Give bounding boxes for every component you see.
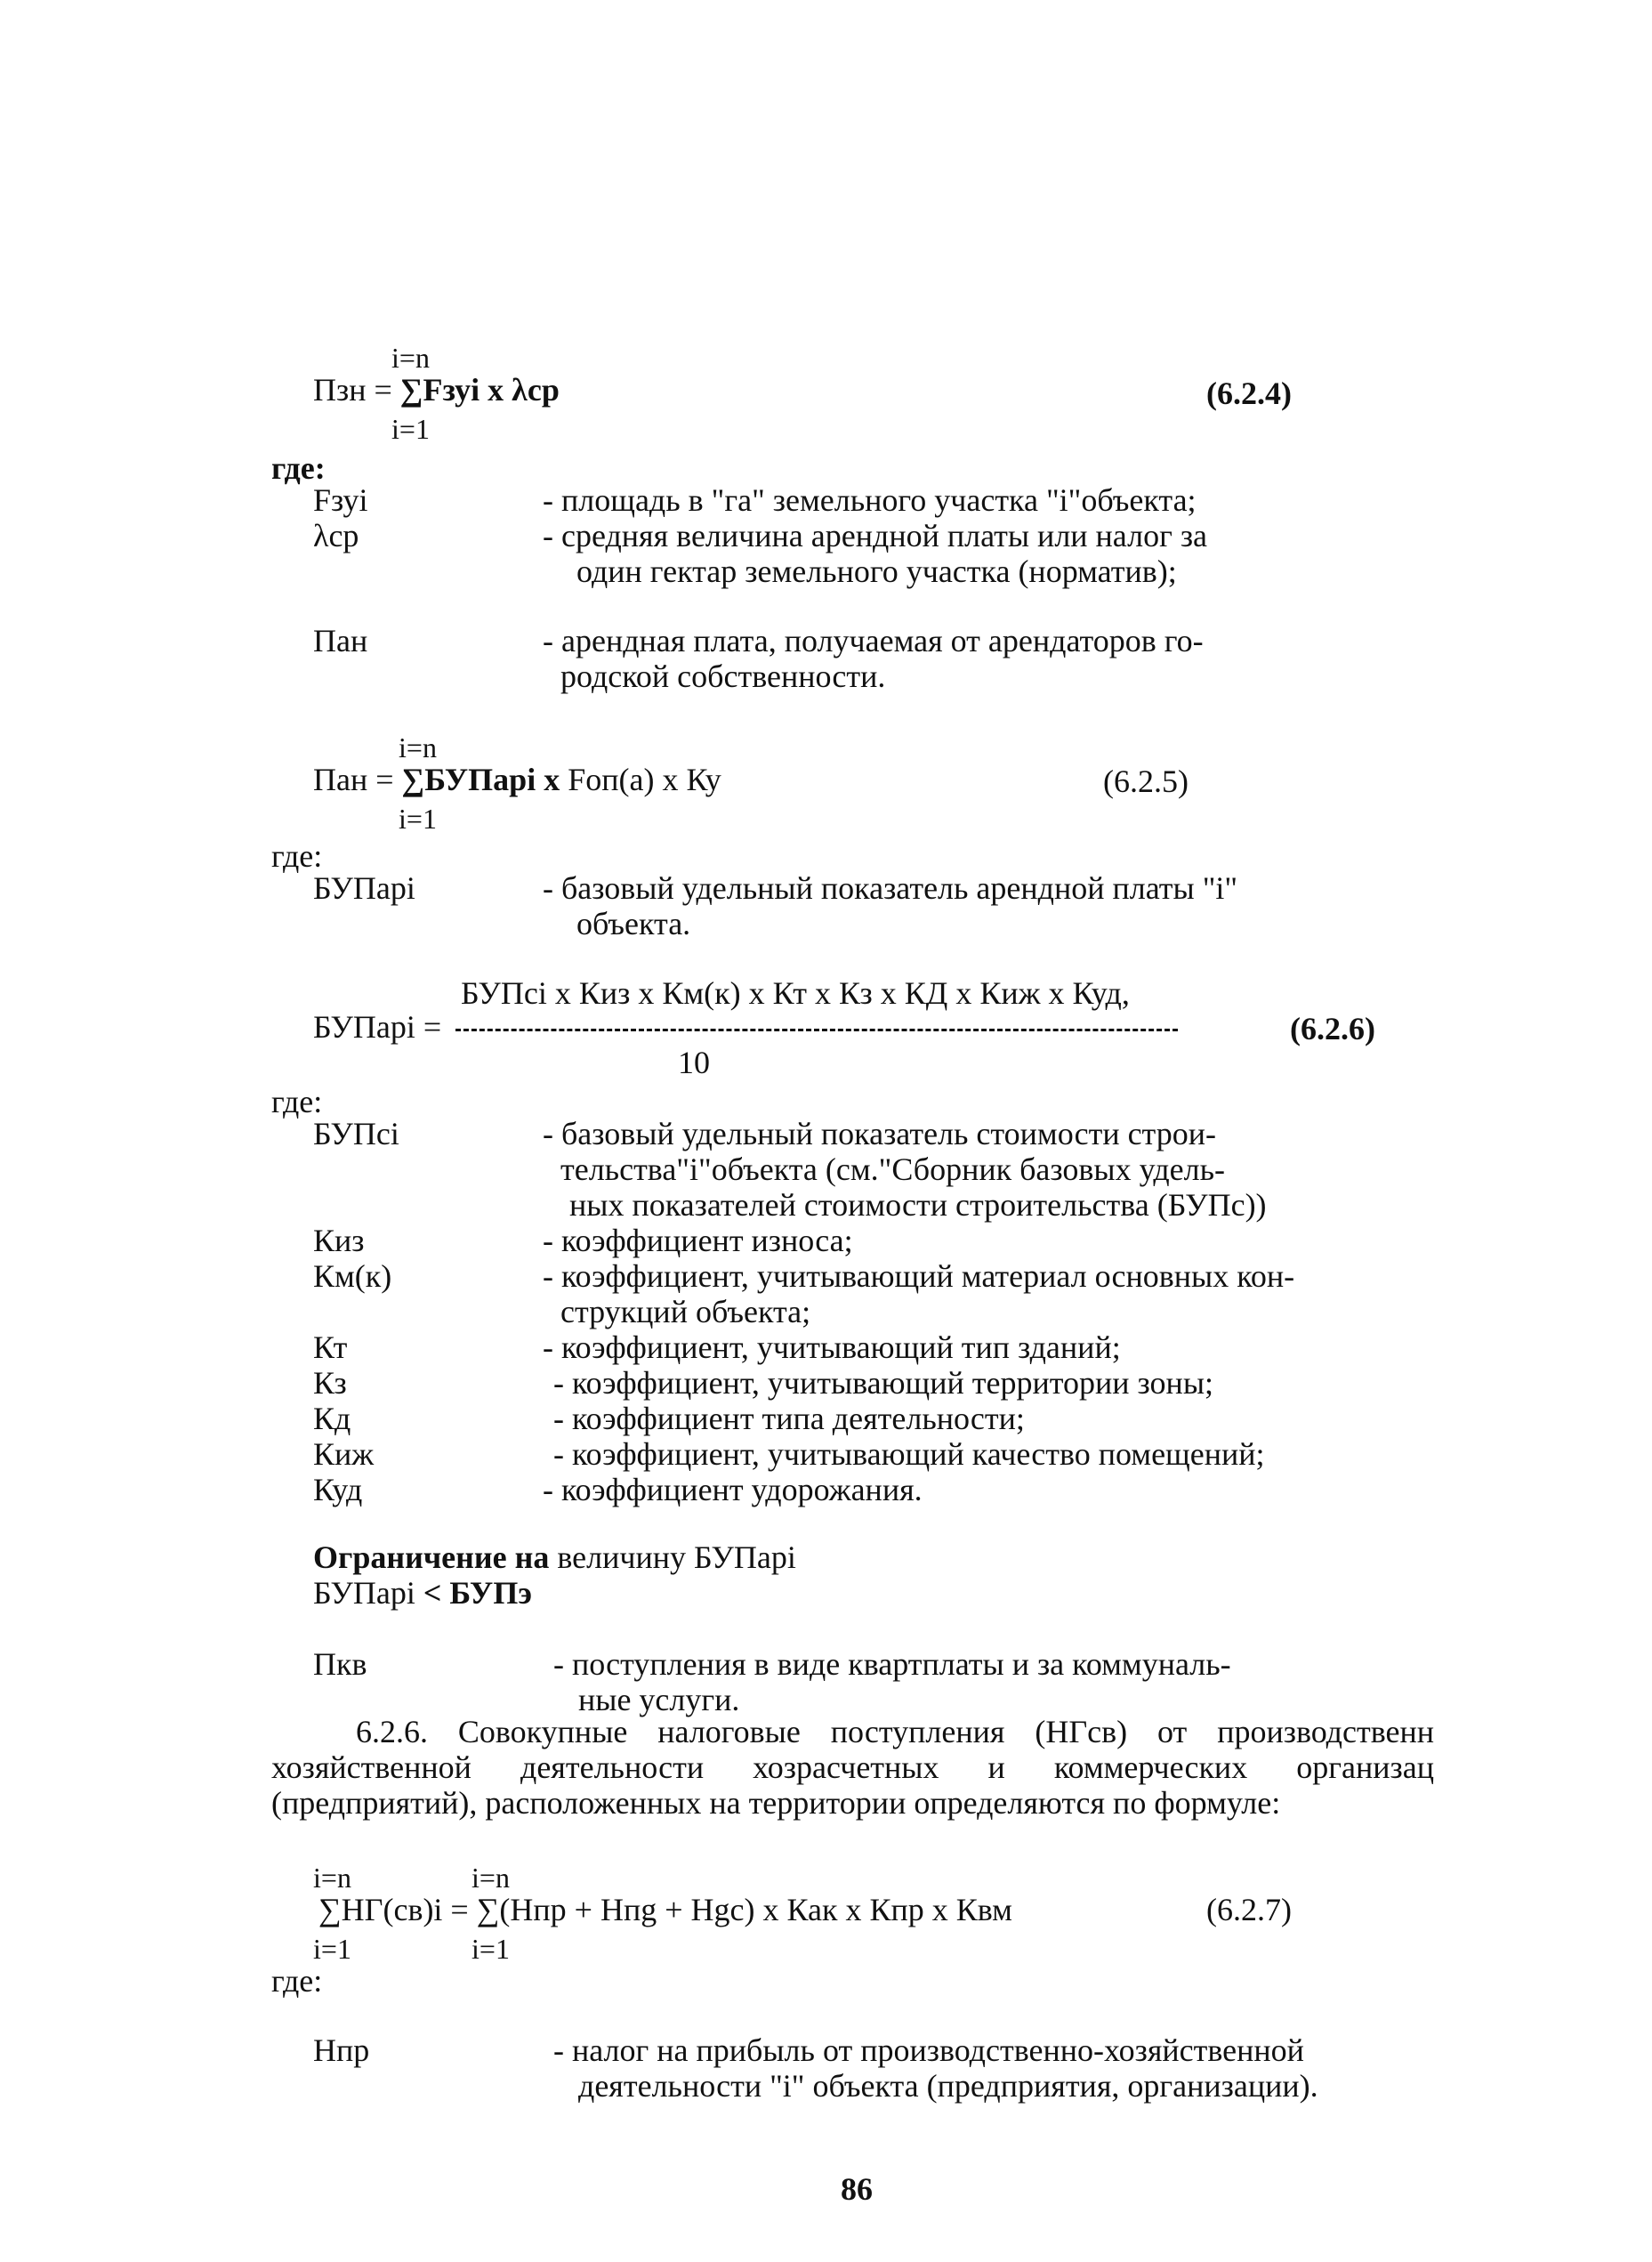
f626-lhs: БУПарi = bbox=[313, 1009, 442, 1045]
section-6-2-6-line-3: (предприятий), расположенных на территории определяются по формуле: bbox=[271, 1785, 1281, 1821]
def-desc: - коэффициент, учитывающий материал основных кон- bbox=[543, 1258, 1295, 1294]
def-term: Кд bbox=[313, 1401, 351, 1436]
def-desc: один гектар земельного участка (норматив); bbox=[576, 553, 1177, 589]
restriction-line-2-bold: < БУПэ bbox=[423, 1575, 532, 1611]
def-desc: - площадь в "га" земельного участка "i"объекта; bbox=[543, 482, 1197, 518]
f627-lower-limit-right: i=1 bbox=[471, 1933, 510, 1965]
f624-lhs: Пзн = bbox=[313, 372, 400, 408]
f627-lower-limit-left: i=1 bbox=[313, 1933, 351, 1965]
f626-denominator: 10 bbox=[678, 1045, 710, 1080]
restriction-line-2 bbox=[313, 1575, 532, 1611]
f625-sum: ∑БУПарi x bbox=[401, 762, 568, 797]
def-desc: деятельности "i" объекта (предприятия, организации). bbox=[578, 2068, 1318, 2104]
def-desc: родской собственности. bbox=[560, 658, 886, 694]
def-term: Пкв bbox=[313, 1646, 367, 1682]
section-6-2-6-line-1: 6.2.6. Совокупные налоговые поступления (НГсв) от производственн bbox=[356, 1714, 1434, 1749]
where-label-3: где: bbox=[271, 1084, 323, 1119]
def-desc: - арендная плата, получаемая от арендаторов го- bbox=[543, 623, 1204, 658]
restriction-line-2-a: БУПарi bbox=[313, 1575, 423, 1611]
f624-number: (6.2.4) bbox=[1206, 376, 1292, 411]
def-desc: - коэффициент износа; bbox=[543, 1223, 853, 1258]
where-label-4: где: bbox=[271, 1963, 323, 1999]
f625-upper-limit: i=n bbox=[399, 731, 437, 763]
where-label-2: где: bbox=[271, 838, 323, 874]
restriction-line-1-rest: величину БУПарi bbox=[549, 1539, 796, 1575]
f625-rest: Fоп(а) х Ку bbox=[568, 762, 721, 797]
def-term: Кт bbox=[313, 1329, 348, 1365]
f627-upper-limit-left: i=n bbox=[313, 1862, 351, 1894]
def-desc: тельства"i"объекта (см."Сборник базовых удель- bbox=[560, 1151, 1225, 1187]
f627-number: (6.2.7) bbox=[1206, 1892, 1292, 1927]
def-term: БУПсi bbox=[313, 1116, 399, 1151]
def-term: Fзуi bbox=[313, 482, 368, 518]
def-desc: - коэффициент удорожания. bbox=[543, 1472, 923, 1507]
def-term: Км(к) bbox=[313, 1258, 392, 1294]
def-desc: ных показателей стоимости строительства (БУПс)) bbox=[569, 1187, 1267, 1223]
f625-number: (6.2.5) bbox=[1103, 763, 1189, 799]
f624-lower-limit: i=1 bbox=[391, 413, 430, 445]
restriction-line-1 bbox=[313, 1539, 796, 1575]
restriction-line-1-bold: Ограничение на bbox=[313, 1539, 550, 1575]
f624-sum: ∑Fзуi x λср bbox=[399, 372, 560, 408]
def-desc: - коэффициент типа деятельности; bbox=[553, 1401, 1025, 1436]
f625-lhs: Пан = bbox=[313, 762, 402, 797]
formula-6-2-5 bbox=[313, 762, 721, 797]
def-desc: - коэффициент, учитывающий качество помещений; bbox=[553, 1436, 1265, 1472]
f624-upper-limit: i=n bbox=[391, 342, 430, 374]
def-desc: - средняя величина арендной платы или налог за bbox=[543, 518, 1208, 553]
def-term: Кз bbox=[313, 1365, 347, 1401]
page-number: 86 bbox=[841, 2171, 873, 2207]
def-desc: - налог на прибыль от производственно-хозяйственной bbox=[553, 2032, 1304, 2068]
f625-lower-limit: i=1 bbox=[399, 803, 437, 835]
def-term: Куд bbox=[313, 1472, 363, 1507]
def-term: БУПарi bbox=[313, 870, 415, 906]
f626-number: (6.2.6) bbox=[1290, 1011, 1375, 1046]
def-term: Нпр bbox=[313, 2032, 370, 2068]
def-desc: - базовый удельный показатель арендной платы "i" bbox=[543, 870, 1238, 906]
def-desc: струкций объекта; bbox=[560, 1294, 811, 1329]
def-term: λср bbox=[313, 518, 359, 553]
formula-6-2-7: ∑НГ(св)i = ∑(Нпр + Нпg + Нgс) х Как х Кпр х Квм bbox=[318, 1892, 1012, 1927]
f626-numerator: БУПсi х Киз х Км(к) х Кт х Кз x КД x Киж x Куд, bbox=[461, 975, 1130, 1011]
def-term: Киж bbox=[313, 1436, 375, 1472]
def-term: Киз bbox=[313, 1223, 365, 1258]
def-desc: - коэффициент, учитывающий территории зоны; bbox=[553, 1365, 1214, 1401]
def-desc: объекта. bbox=[576, 906, 691, 941]
f627-upper-limit-right: i=n bbox=[471, 1862, 510, 1894]
where-label-1: где: bbox=[271, 450, 326, 486]
f626-fraction-bar bbox=[455, 1029, 1178, 1031]
def-desc: - поступления в виде квартплаты и за коммуналь- bbox=[553, 1646, 1231, 1682]
def-term: Пан bbox=[313, 623, 368, 658]
formula-6-2-4 bbox=[313, 372, 560, 408]
section-6-2-6-line-2: хозяйственной деятельности хозрасчетных и коммерческих организац bbox=[271, 1749, 1434, 1785]
def-desc: ные услуги. bbox=[578, 1682, 740, 1717]
def-desc: - базовый удельный показатель стоимости строи- bbox=[543, 1116, 1216, 1151]
def-desc: - коэффициент, учитывающий тип зданий; bbox=[543, 1329, 1121, 1365]
